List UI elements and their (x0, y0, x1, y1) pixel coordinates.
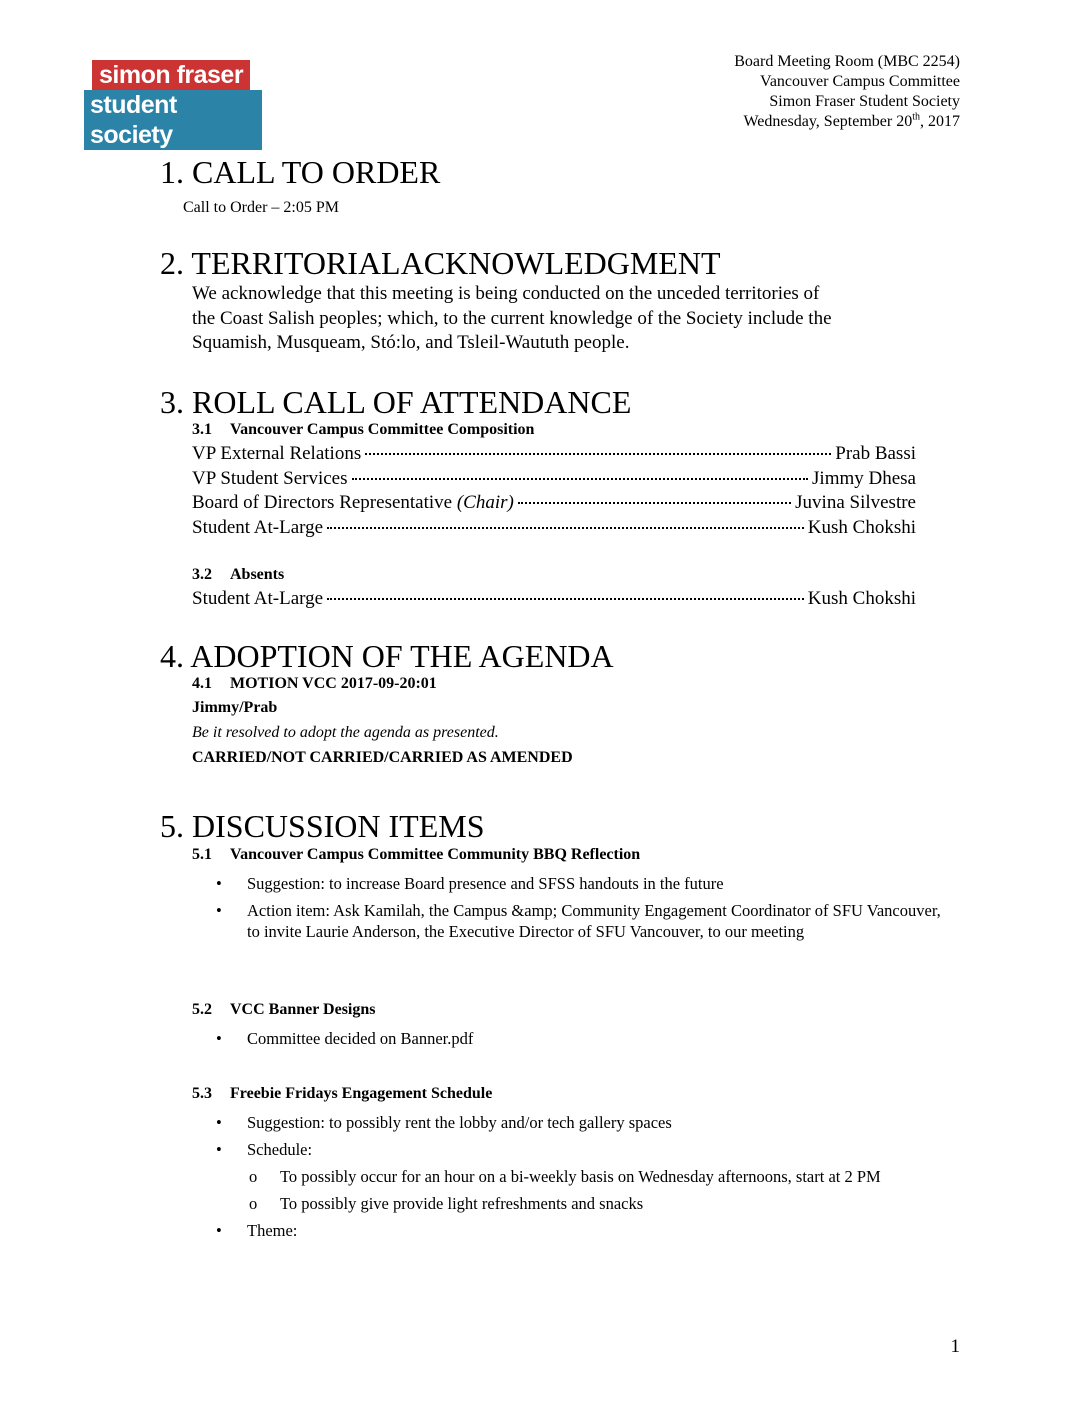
acknowledgment-line: Squamish, Musqueam, Stó:lo, and Tsleil-Waututh people. (192, 332, 630, 353)
subsection-title: Vancouver Campus Committee Composition (230, 421, 535, 438)
bbq-bullet-list (216, 873, 956, 948)
motion-resolution: Be it resolved to adopt the agenda as presented. (192, 724, 499, 741)
member-name: Kush Chokshi (807, 517, 916, 538)
acknowledgment-paragraph (192, 282, 952, 356)
member-name: Kush Chokshi (807, 588, 916, 609)
member-role-text: Board of Directors Representative (192, 492, 457, 513)
acknowledgment-line: the Coast Salish peoples; which, to the current knowledge of the Society include the (192, 307, 832, 329)
member-row (192, 516, 916, 540)
header-date-prefix: Wednesday, September 20 (743, 113, 913, 130)
freebie-bullet-list (216, 1112, 956, 1247)
chair-label: (Chair) (456, 492, 514, 513)
dot-leader (327, 527, 804, 529)
subsection-title: Freebie Fridays Engagement Schedule (230, 1085, 493, 1102)
dot-leader (365, 453, 831, 455)
bullet-item: • Theme: (216, 1220, 956, 1241)
motion-heading (192, 675, 437, 693)
dot-leader (518, 502, 791, 504)
member-role: VP Student Services (192, 468, 348, 489)
motion-number: 4.1 (192, 675, 212, 692)
subsection-number: 5.1 (192, 846, 212, 863)
sub-bullet-text: To possibly occur for an hour on a bi-weekly basis on Wednesday afternoons, start at 2 PM (280, 1167, 881, 1186)
bullet-item: • Action item: Ask Kamilah, the Campus &amp; Community Engagement Coordinator of SFU Vancouver, to invite Laurie Anderson, the Executive Director of SFU Vancouver, to our meeting (216, 900, 956, 942)
header-date-sup: th (912, 111, 920, 123)
header-location: Board Meeting Room (MBC 2254) (734, 53, 960, 70)
sfss-logo (84, 60, 262, 150)
subsection-number: 5.2 (192, 1001, 212, 1018)
section-title-roll-call: 3. ROLL CALL OF ATTENDANCE (160, 384, 632, 420)
header-committee: Vancouver Campus Committee (760, 73, 960, 90)
subsection-heading-freebie-fridays (192, 1085, 492, 1103)
sub-bullet-marker: o (249, 1167, 258, 1186)
member-name: Jimmy Dhesa (812, 468, 916, 489)
subsection-heading-bbq-reflection (192, 846, 640, 864)
bullet-item: • Suggestion: to increase Board presence and SFSS handouts in the future (216, 873, 956, 894)
sub-bullet-marker: o (249, 1194, 258, 1213)
subsection-number: 5.3 (192, 1085, 212, 1102)
header-date (734, 112, 960, 132)
section-title-call-to-order: 1. CALL TO ORDER (160, 154, 441, 190)
dot-leader (327, 598, 804, 600)
member-row (192, 442, 916, 466)
bullet-item: • Schedule: (216, 1139, 956, 1160)
subsection-heading-composition (192, 421, 534, 439)
bullet-item: • Committee decided on Banner.pdf (216, 1028, 956, 1049)
member-name: Juvina Silvestre (795, 492, 916, 513)
subsection-number: 3.1 (192, 421, 212, 438)
subsection-title: VCC Banner Designs (230, 1001, 376, 1018)
header-date-suffix: , 2017 (920, 113, 960, 130)
member-role: Student At-Large (192, 517, 324, 538)
subsection-title: Vancouver Campus Committee Community BBQ Reflection (230, 846, 641, 863)
header-organization: Simon Fraser Student Society (769, 93, 960, 110)
acknowledgment-line: We acknowledge that this meeting is being conducted on the unceded territories of (192, 283, 820, 304)
subsection-number: 3.2 (192, 566, 212, 583)
subsection-title: Absents (230, 566, 285, 583)
dot-leader (352, 478, 809, 480)
member-role: VP External Relations (192, 443, 362, 464)
logo-line-1: simon fraser (92, 60, 250, 90)
sub-bullet-item (185, 1166, 960, 1187)
motion-title: MOTION VCC 2017-09-20:01 (230, 675, 437, 692)
sub-bullet-item (185, 1193, 960, 1214)
member-role: Student At-Large (192, 588, 324, 609)
meeting-header (734, 52, 960, 132)
section-title-territorial-acknowledgment: 2. TERRITORIALACKNOWLEDGMENT (160, 245, 721, 281)
member-row (192, 491, 916, 515)
subsection-heading-absents (192, 566, 284, 584)
section-title-adoption-of-agenda: 4. ADOPTION OF THE AGENDA (160, 638, 614, 674)
logo-line-2: student society (84, 90, 262, 150)
banner-bullet-list (216, 1028, 956, 1055)
member-role (192, 491, 514, 515)
member-name: Prab Bassi (835, 443, 916, 464)
motion-result: CARRIED/NOT CARRIED/CARRIED AS AMENDED (192, 749, 573, 766)
absent-row (192, 587, 916, 611)
call-to-order-text: Call to Order – 2:05 PM (183, 199, 339, 216)
motion-movers: Jimmy/Prab (192, 699, 278, 716)
member-row (192, 467, 916, 491)
page-number: 1 (950, 1336, 960, 1357)
subsection-heading-banner-designs (192, 1001, 376, 1019)
bullet-item: • Suggestion: to possibly rent the lobby and/or tech gallery spaces (216, 1112, 956, 1133)
sub-bullet-text: To possibly give provide light refreshments and snacks (280, 1194, 644, 1213)
section-title-discussion-items: 5. DISCUSSION ITEMS (160, 808, 485, 844)
